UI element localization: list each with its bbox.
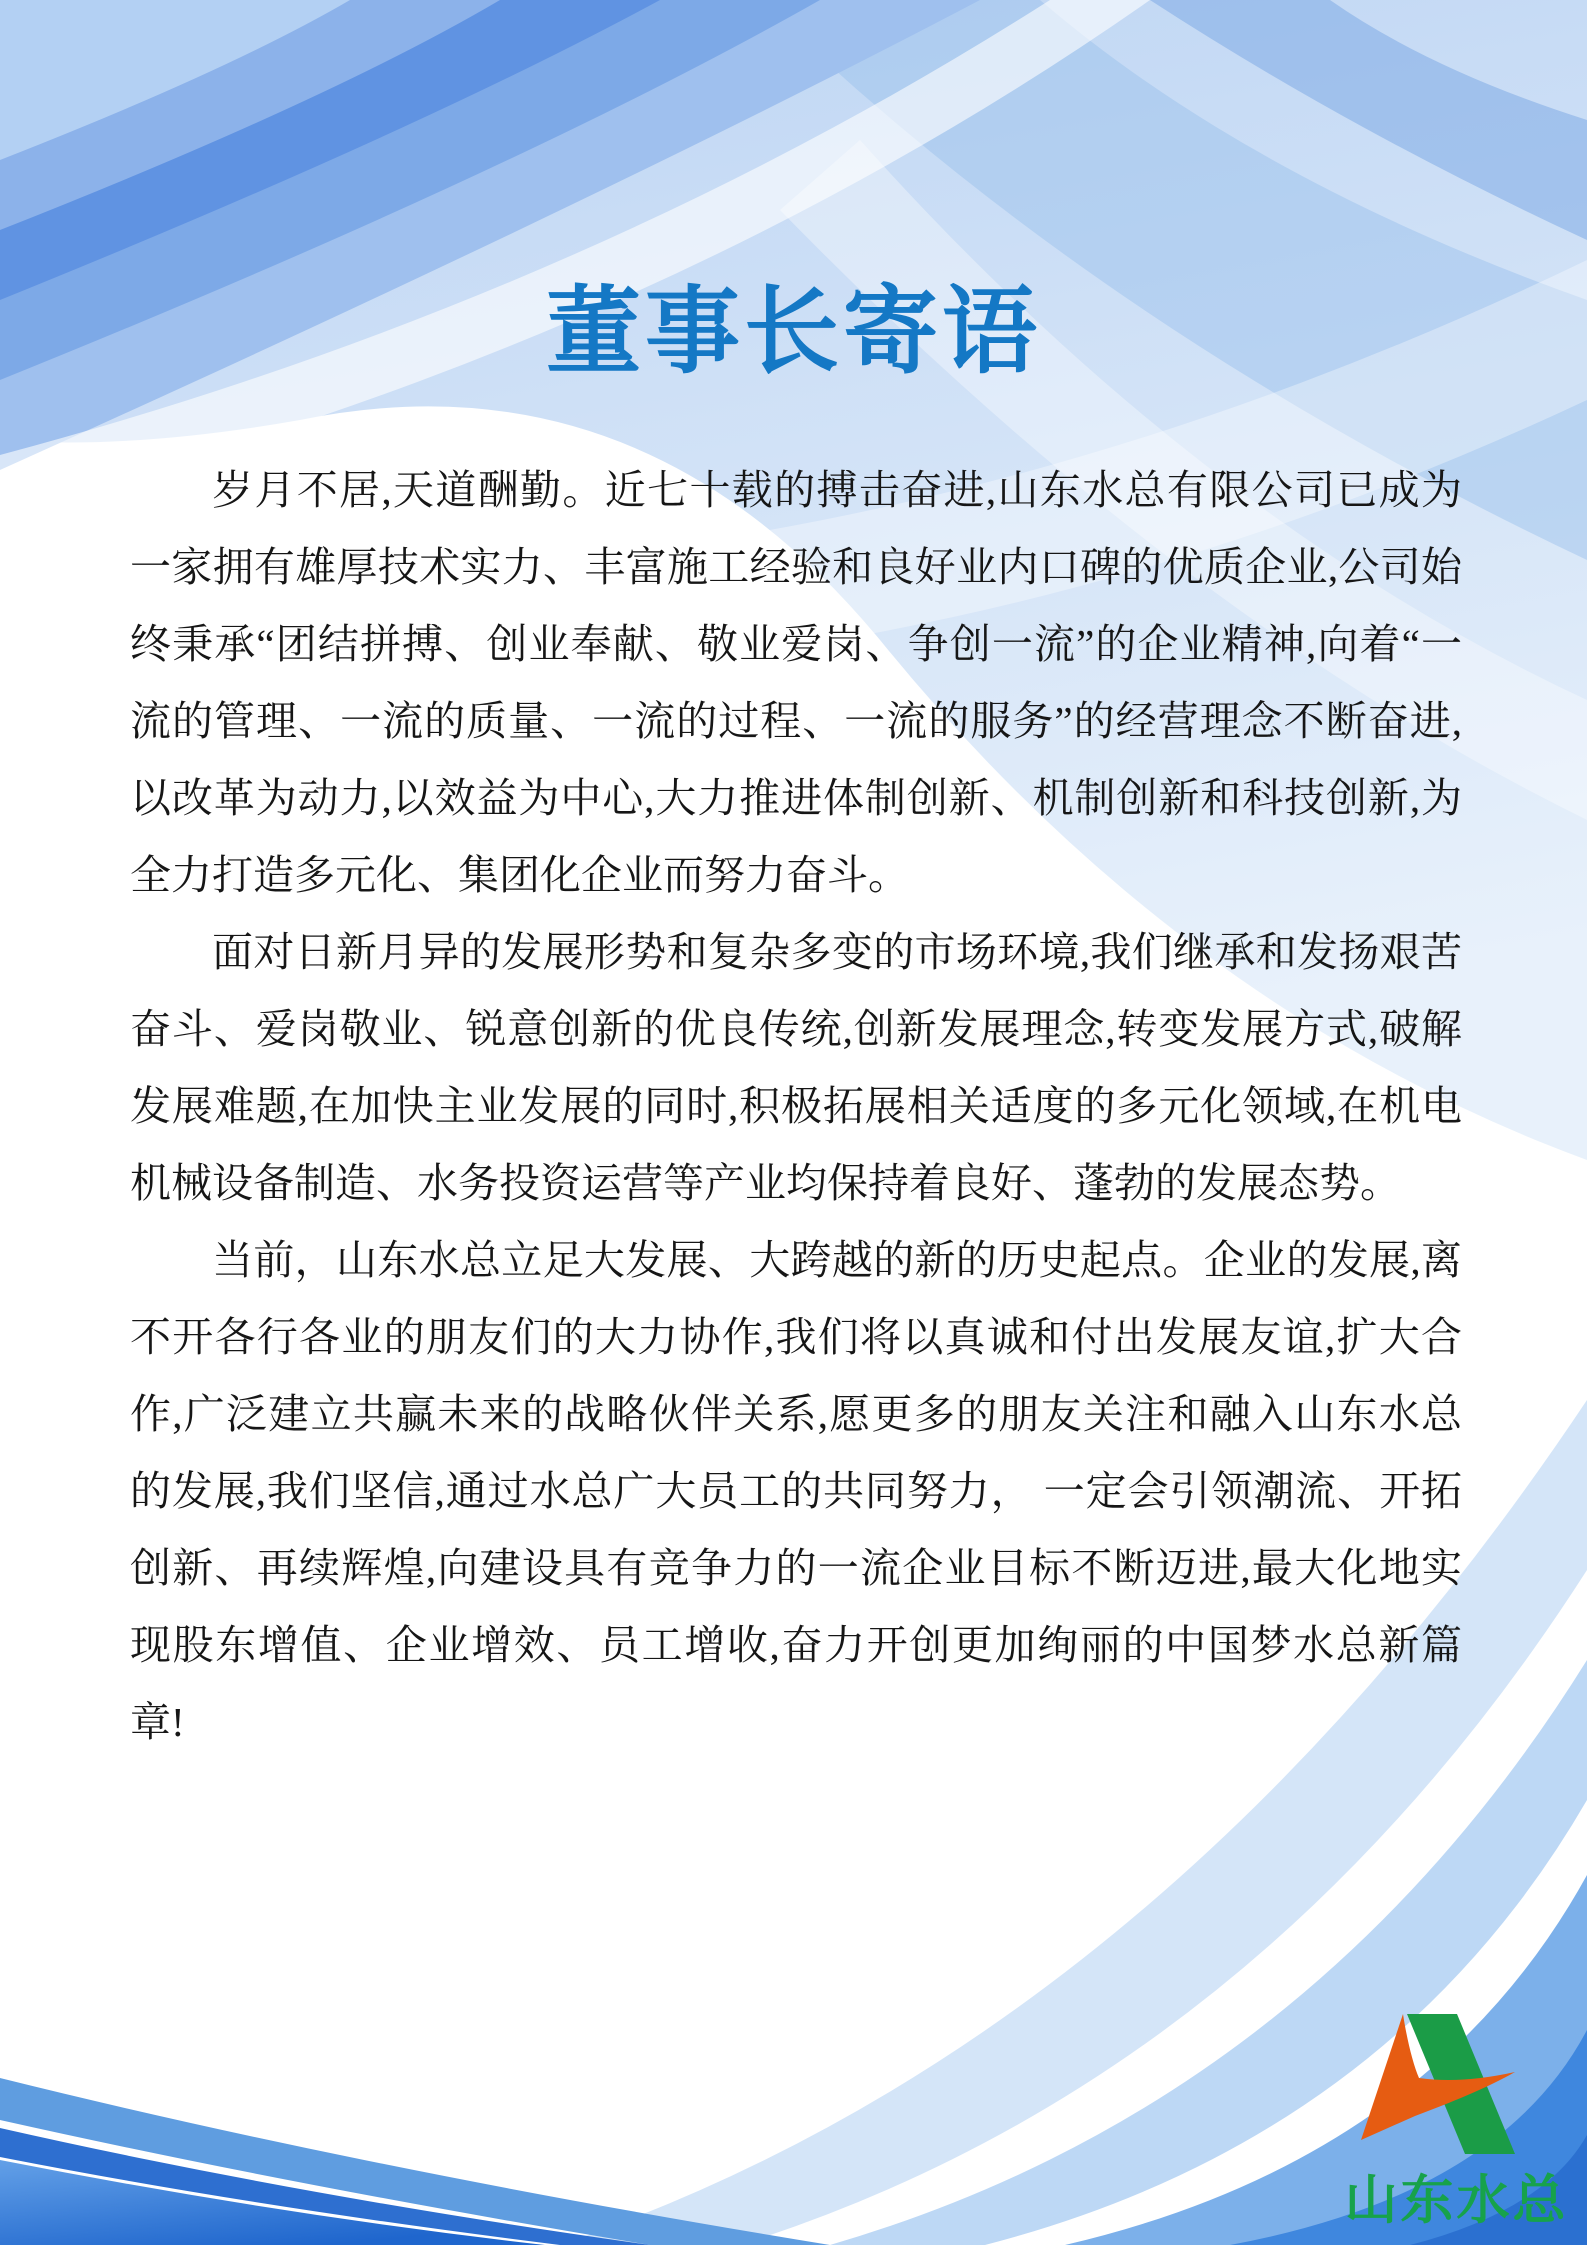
logo-text: 山东水总 — [1344, 2171, 1569, 2230]
message-paragraph-1: 岁月不居,天道酬勤。近七十载的搏击奋进,山东水总有限公司已成为一家拥有雄厚技术实力、丰富施工经验和良好业内口碑的优质企业,公司始终秉承“团结拼搏、创业奉献、敬业爱岗、争创一流”的企业精神,向着“一流的管理、一流的质量、一流的过程、一流的服务”的经营理念不断奋进,以改革为动力,以效益为中心,大力推进体制创新、机制创新和科技创新,为全力打造多元化、集团化企业而努力奋斗。 — [130, 467, 1462, 898]
company-logo — [1340, 1926, 1573, 2234]
message-paragraph-2: 面对日新月异的发展形势和复杂多变的市场环境,我们继承和发扬艰苦奋斗、爱岗敬业、锐意创新的优良传统,创新发展理念,转变发展方式,破解发展难题,在加快主业发展的同时,积极拓展相关适度的多元化领域,在机电机械设备制造、水务投资运营等产业均保持着良好、蓬勃的发展态势。 — [130, 929, 1462, 1206]
page-title: 董事长寄语 — [545, 279, 1041, 385]
chairman-message-body — [130, 452, 1462, 1761]
message-paragraph-3: 当前，山东水总立足大发展、大跨越的新的历史起点。企业的发展,离不开各行各业的朋友们的大力协作,我们将以真诚和付出发展友谊,扩大合作,广泛建立共赢未来的战略伙伴关系,愿更多的朋友关注和融入山东水总的发展,我们坚信,通过水总广大员工的共同努力， 一定会引领潮流、开拓创新、再续辉煌,向建设具有竞争力的一流企业目标不断迈进,最大化地实现股东增值、企业增效、员工增收,奋力开创更加绚丽的中国梦水总新篇章! — [130, 1237, 1462, 1745]
logo-a-mark-icon — [1357, 1926, 1557, 2156]
